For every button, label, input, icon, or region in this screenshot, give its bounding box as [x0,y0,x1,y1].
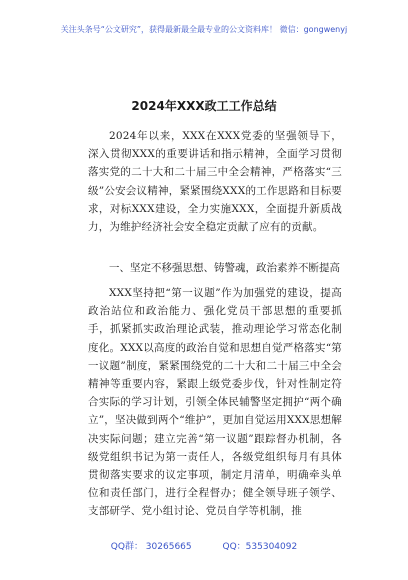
document-title: 2024年XXX政工工作总结 [131,99,277,113]
section-heading: 一、坚定不移强思想、铸警魂，政治素养不断提高 [109,262,340,274]
footer-qq-number: QQ：535304092 [222,542,298,552]
footer-contact [0,541,408,553]
intro-paragraph: 2024年以来，XXX在XXX党委的坚强领导下，深入贯彻XXX的重要讲话和指示精神，全面学习贯彻落实党的二十大和二十届三中全会精神，严格落实“三级”公安会议精神，紧紧围绕XXX的工作思路和目标要求，对标XXX建设，全力实施XXX，全面提升新质战力，为维护经济社会安全稳定贡献了应有的贡献。 [88,130,342,234]
header-banner: 关注头条号“公文研究”，获得最新最全最专业的公文资料库！ 微信：gongwenyj [60,25,348,34]
footer-qq-group: QQ群： 30265665 [110,542,192,552]
section-paragraph: XXX坚持把“第一议题”作为加强党的建设，提高政治站位和政治能力、强化党员干部思想的重要抓手，抓紧抓实政治理论武装，推动理论学习常态化制度化。XXX以高度的政治自觉和思想自觉严格落实“第一议题”制度，紧紧围绕党的二十大和二十届三中全会精神等重要内容，紧跟上级党委步伐，针对性制定符合实际的学习计划，引领全体民辅警坚定拥护“两个确立”，坚决做到两个“维护”，更加自觉运用XXX思想解决实际问题；建立完善“第一议题”跟踪督办机制，各级党组织书记为第一责任人，各级党组织每月有具体贯彻落实要求的议定事项，制定月清单，明确牵头单位和责任部门，进行全程督办；健全领导班子领学、支部研学、党小组讨论、党员自学等机制，推 [88,287,342,518]
